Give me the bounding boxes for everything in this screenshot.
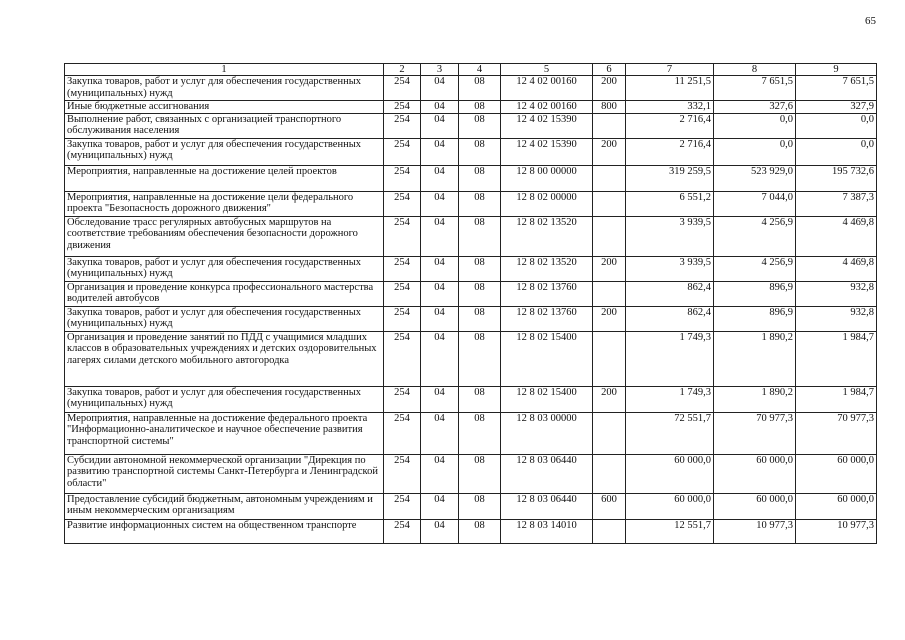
row-subsection-code: 08 [459, 306, 501, 331]
row-name: Организация и проведение конкурса профессионального мастерства водителей автобусов [65, 281, 384, 306]
row-ministry-code: 254 [384, 76, 421, 101]
row-amount-col9: 932,8 [796, 306, 877, 331]
budget-table [64, 63, 877, 544]
row-ministry-code: 254 [384, 256, 421, 281]
row-subsection-code: 08 [459, 101, 501, 114]
row-amount-col7: 12 551,7 [626, 519, 714, 543]
row-amount-col9: 7 387,3 [796, 191, 877, 216]
row-target-code: 12 4 02 00160 [501, 101, 593, 114]
row-target-code: 12 8 03 06440 [501, 493, 593, 519]
table-row [65, 386, 877, 412]
row-amount-col7: 6 551,2 [626, 191, 714, 216]
row-amount-col9: 932,8 [796, 281, 877, 306]
row-ministry-code: 254 [384, 113, 421, 138]
row-amount-col8: 70 977,3 [714, 412, 796, 454]
row-expense-type: 800 [593, 101, 626, 114]
col-header: 4 [459, 64, 501, 76]
row-target-code: 12 8 03 06440 [501, 454, 593, 493]
col-header: 7 [626, 64, 714, 76]
row-target-code: 12 8 02 13760 [501, 306, 593, 331]
row-subsection-code: 08 [459, 281, 501, 306]
row-amount-col7: 862,4 [626, 281, 714, 306]
row-name: Мероприятия, направленные на достижение целей проектов [65, 165, 384, 191]
table-row [65, 216, 877, 256]
row-target-code: 12 4 02 00160 [501, 76, 593, 101]
row-amount-col9: 4 469,8 [796, 256, 877, 281]
row-section-code: 04 [421, 101, 459, 114]
row-target-code: 12 8 02 13760 [501, 281, 593, 306]
table-header [65, 64, 877, 76]
table-row [65, 113, 877, 138]
page-number: 65 [865, 15, 876, 27]
row-target-code: 12 8 02 00000 [501, 191, 593, 216]
row-ministry-code: 254 [384, 138, 421, 165]
row-subsection-code: 08 [459, 256, 501, 281]
row-section-code: 04 [421, 216, 459, 256]
row-target-code: 12 8 03 14010 [501, 519, 593, 543]
row-section-code: 04 [421, 493, 459, 519]
row-amount-col9: 10 977,3 [796, 519, 877, 543]
row-amount-col7: 862,4 [626, 306, 714, 331]
row-subsection-code: 08 [459, 331, 501, 386]
row-expense-type [593, 412, 626, 454]
row-expense-type: 200 [593, 138, 626, 165]
row-amount-col7: 1 749,3 [626, 386, 714, 412]
header-row [65, 64, 877, 76]
row-ministry-code: 254 [384, 519, 421, 543]
row-amount-col9: 1 984,7 [796, 386, 877, 412]
row-amount-col8: 7 044,0 [714, 191, 796, 216]
row-amount-col7: 1 749,3 [626, 331, 714, 386]
row-section-code: 04 [421, 165, 459, 191]
table-row [65, 331, 877, 386]
row-amount-col8: 7 651,5 [714, 76, 796, 101]
row-target-code: 12 8 02 13520 [501, 256, 593, 281]
row-subsection-code: 08 [459, 493, 501, 519]
row-name: Закупка товаров, работ и услуг для обеспечения государственных (муниципальных) нужд [65, 138, 384, 165]
row-name: Закупка товаров, работ и услуг для обеспечения государственных (муниципальных) нужд [65, 256, 384, 281]
row-name: Выполнение работ, связанных с организацией транспортного обслуживания населения [65, 113, 384, 138]
row-ministry-code: 254 [384, 191, 421, 216]
table-row [65, 101, 877, 114]
row-amount-col7: 60 000,0 [626, 454, 714, 493]
table-row [65, 412, 877, 454]
row-section-code: 04 [421, 113, 459, 138]
row-name: Обследование трасс регулярных автобусных маршрутов на соответствие требованиям обеспечения безопасности дорожного движения [65, 216, 384, 256]
row-name: Организация и проведение занятий по ПДД с учащимися младших классов в образовательных учреждениях и детских оздоровительных лагерях силами детского мобильного автогородка [65, 331, 384, 386]
row-ministry-code: 254 [384, 281, 421, 306]
row-section-code: 04 [421, 306, 459, 331]
row-amount-col9: 60 000,0 [796, 454, 877, 493]
row-name: Закупка товаров, работ и услуг для обеспечения государственных (муниципальных) нужд [65, 386, 384, 412]
row-amount-col9: 4 469,8 [796, 216, 877, 256]
row-target-code: 12 8 02 15400 [501, 331, 593, 386]
table-row [65, 138, 877, 165]
row-subsection-code: 08 [459, 386, 501, 412]
table-row [65, 519, 877, 543]
table-row [65, 191, 877, 216]
row-subsection-code: 08 [459, 165, 501, 191]
row-expense-type: 200 [593, 76, 626, 101]
row-target-code: 12 4 02 15390 [501, 113, 593, 138]
row-section-code: 04 [421, 519, 459, 543]
table-row [65, 76, 877, 101]
row-amount-col7: 3 939,5 [626, 256, 714, 281]
row-amount-col8: 523 929,0 [714, 165, 796, 191]
row-amount-col8: 10 977,3 [714, 519, 796, 543]
col-header: 2 [384, 64, 421, 76]
row-amount-col8: 896,9 [714, 281, 796, 306]
row-subsection-code: 08 [459, 76, 501, 101]
col-header: 6 [593, 64, 626, 76]
row-expense-type [593, 191, 626, 216]
row-expense-type [593, 519, 626, 543]
row-amount-col9: 327,9 [796, 101, 877, 114]
row-section-code: 04 [421, 412, 459, 454]
row-expense-type [593, 216, 626, 256]
row-amount-col9: 7 651,5 [796, 76, 877, 101]
row-ministry-code: 254 [384, 101, 421, 114]
row-expense-type [593, 331, 626, 386]
row-target-code: 12 8 00 00000 [501, 165, 593, 191]
row-amount-col9: 70 977,3 [796, 412, 877, 454]
row-section-code: 04 [421, 191, 459, 216]
row-subsection-code: 08 [459, 454, 501, 493]
table-row [65, 281, 877, 306]
row-section-code: 04 [421, 76, 459, 101]
row-section-code: 04 [421, 281, 459, 306]
row-name: Закупка товаров, работ и услуг для обеспечения государственных (муниципальных) нужд [65, 76, 384, 101]
row-amount-col7: 72 551,7 [626, 412, 714, 454]
row-subsection-code: 08 [459, 412, 501, 454]
row-subsection-code: 08 [459, 519, 501, 543]
row-amount-col8: 60 000,0 [714, 454, 796, 493]
table-body [65, 76, 877, 544]
row-section-code: 04 [421, 386, 459, 412]
row-ministry-code: 254 [384, 216, 421, 256]
col-header: 3 [421, 64, 459, 76]
row-name: Мероприятия, направленные на достижение федерального проекта "Информационно-аналитическое и научное обеспечение развития транспортной системы" [65, 412, 384, 454]
table-row [65, 306, 877, 331]
col-header: 1 [65, 64, 384, 76]
row-ministry-code: 254 [384, 331, 421, 386]
row-amount-col8: 0,0 [714, 113, 796, 138]
row-amount-col8: 60 000,0 [714, 493, 796, 519]
row-subsection-code: 08 [459, 138, 501, 165]
row-amount-col9: 0,0 [796, 138, 877, 165]
row-target-code: 12 8 03 00000 [501, 412, 593, 454]
row-name: Субсидии автономной некоммерческой организации "Дирекция по развитию транспортной системы Санкт-Петербурга и Ленинградской области" [65, 454, 384, 493]
row-amount-col8: 1 890,2 [714, 331, 796, 386]
row-amount-col9: 1 984,7 [796, 331, 877, 386]
row-amount-col8: 0,0 [714, 138, 796, 165]
row-expense-type [593, 165, 626, 191]
row-target-code: 12 8 02 15400 [501, 386, 593, 412]
row-amount-col8: 1 890,2 [714, 386, 796, 412]
row-amount-col7: 60 000,0 [626, 493, 714, 519]
row-expense-type: 600 [593, 493, 626, 519]
col-header: 8 [714, 64, 796, 76]
row-ministry-code: 254 [384, 454, 421, 493]
row-name: Мероприятия, направленные на достижение цели федерального проекта "Безопасность дорожного движения" [65, 191, 384, 216]
row-amount-col7: 11 251,5 [626, 76, 714, 101]
row-amount-col9: 0,0 [796, 113, 877, 138]
table-row [65, 454, 877, 493]
row-section-code: 04 [421, 256, 459, 281]
col-header: 9 [796, 64, 877, 76]
row-name: Развитие информационных систем на общественном транспорте [65, 519, 384, 543]
table-row [65, 256, 877, 281]
row-name: Закупка товаров, работ и услуг для обеспечения государственных (муниципальных) нужд [65, 306, 384, 331]
row-amount-col7: 2 716,4 [626, 138, 714, 165]
row-target-code: 12 8 02 13520 [501, 216, 593, 256]
row-target-code: 12 4 02 15390 [501, 138, 593, 165]
row-section-code: 04 [421, 138, 459, 165]
row-expense-type [593, 281, 626, 306]
row-amount-col7: 332,1 [626, 101, 714, 114]
row-ministry-code: 254 [384, 165, 421, 191]
row-expense-type [593, 454, 626, 493]
row-subsection-code: 08 [459, 216, 501, 256]
row-amount-col8: 4 256,9 [714, 256, 796, 281]
row-ministry-code: 254 [384, 493, 421, 519]
table-row [65, 165, 877, 191]
row-section-code: 04 [421, 331, 459, 386]
table-row [65, 493, 877, 519]
row-name: Иные бюджетные ассигнования [65, 101, 384, 114]
row-expense-type: 200 [593, 306, 626, 331]
row-amount-col7: 2 716,4 [626, 113, 714, 138]
col-header: 5 [501, 64, 593, 76]
row-name: Предоставление субсидий бюджетным, автономным учреждениям и иным некоммерческим организациям [65, 493, 384, 519]
row-amount-col9: 195 732,6 [796, 165, 877, 191]
row-amount-col8: 4 256,9 [714, 216, 796, 256]
row-section-code: 04 [421, 454, 459, 493]
row-ministry-code: 254 [384, 386, 421, 412]
row-subsection-code: 08 [459, 191, 501, 216]
row-ministry-code: 254 [384, 412, 421, 454]
row-expense-type: 200 [593, 256, 626, 281]
row-amount-col8: 327,6 [714, 101, 796, 114]
row-amount-col7: 319 259,5 [626, 165, 714, 191]
row-expense-type [593, 113, 626, 138]
row-expense-type: 200 [593, 386, 626, 412]
row-amount-col9: 60 000,0 [796, 493, 877, 519]
row-ministry-code: 254 [384, 306, 421, 331]
row-subsection-code: 08 [459, 113, 501, 138]
row-amount-col7: 3 939,5 [626, 216, 714, 256]
row-amount-col8: 896,9 [714, 306, 796, 331]
